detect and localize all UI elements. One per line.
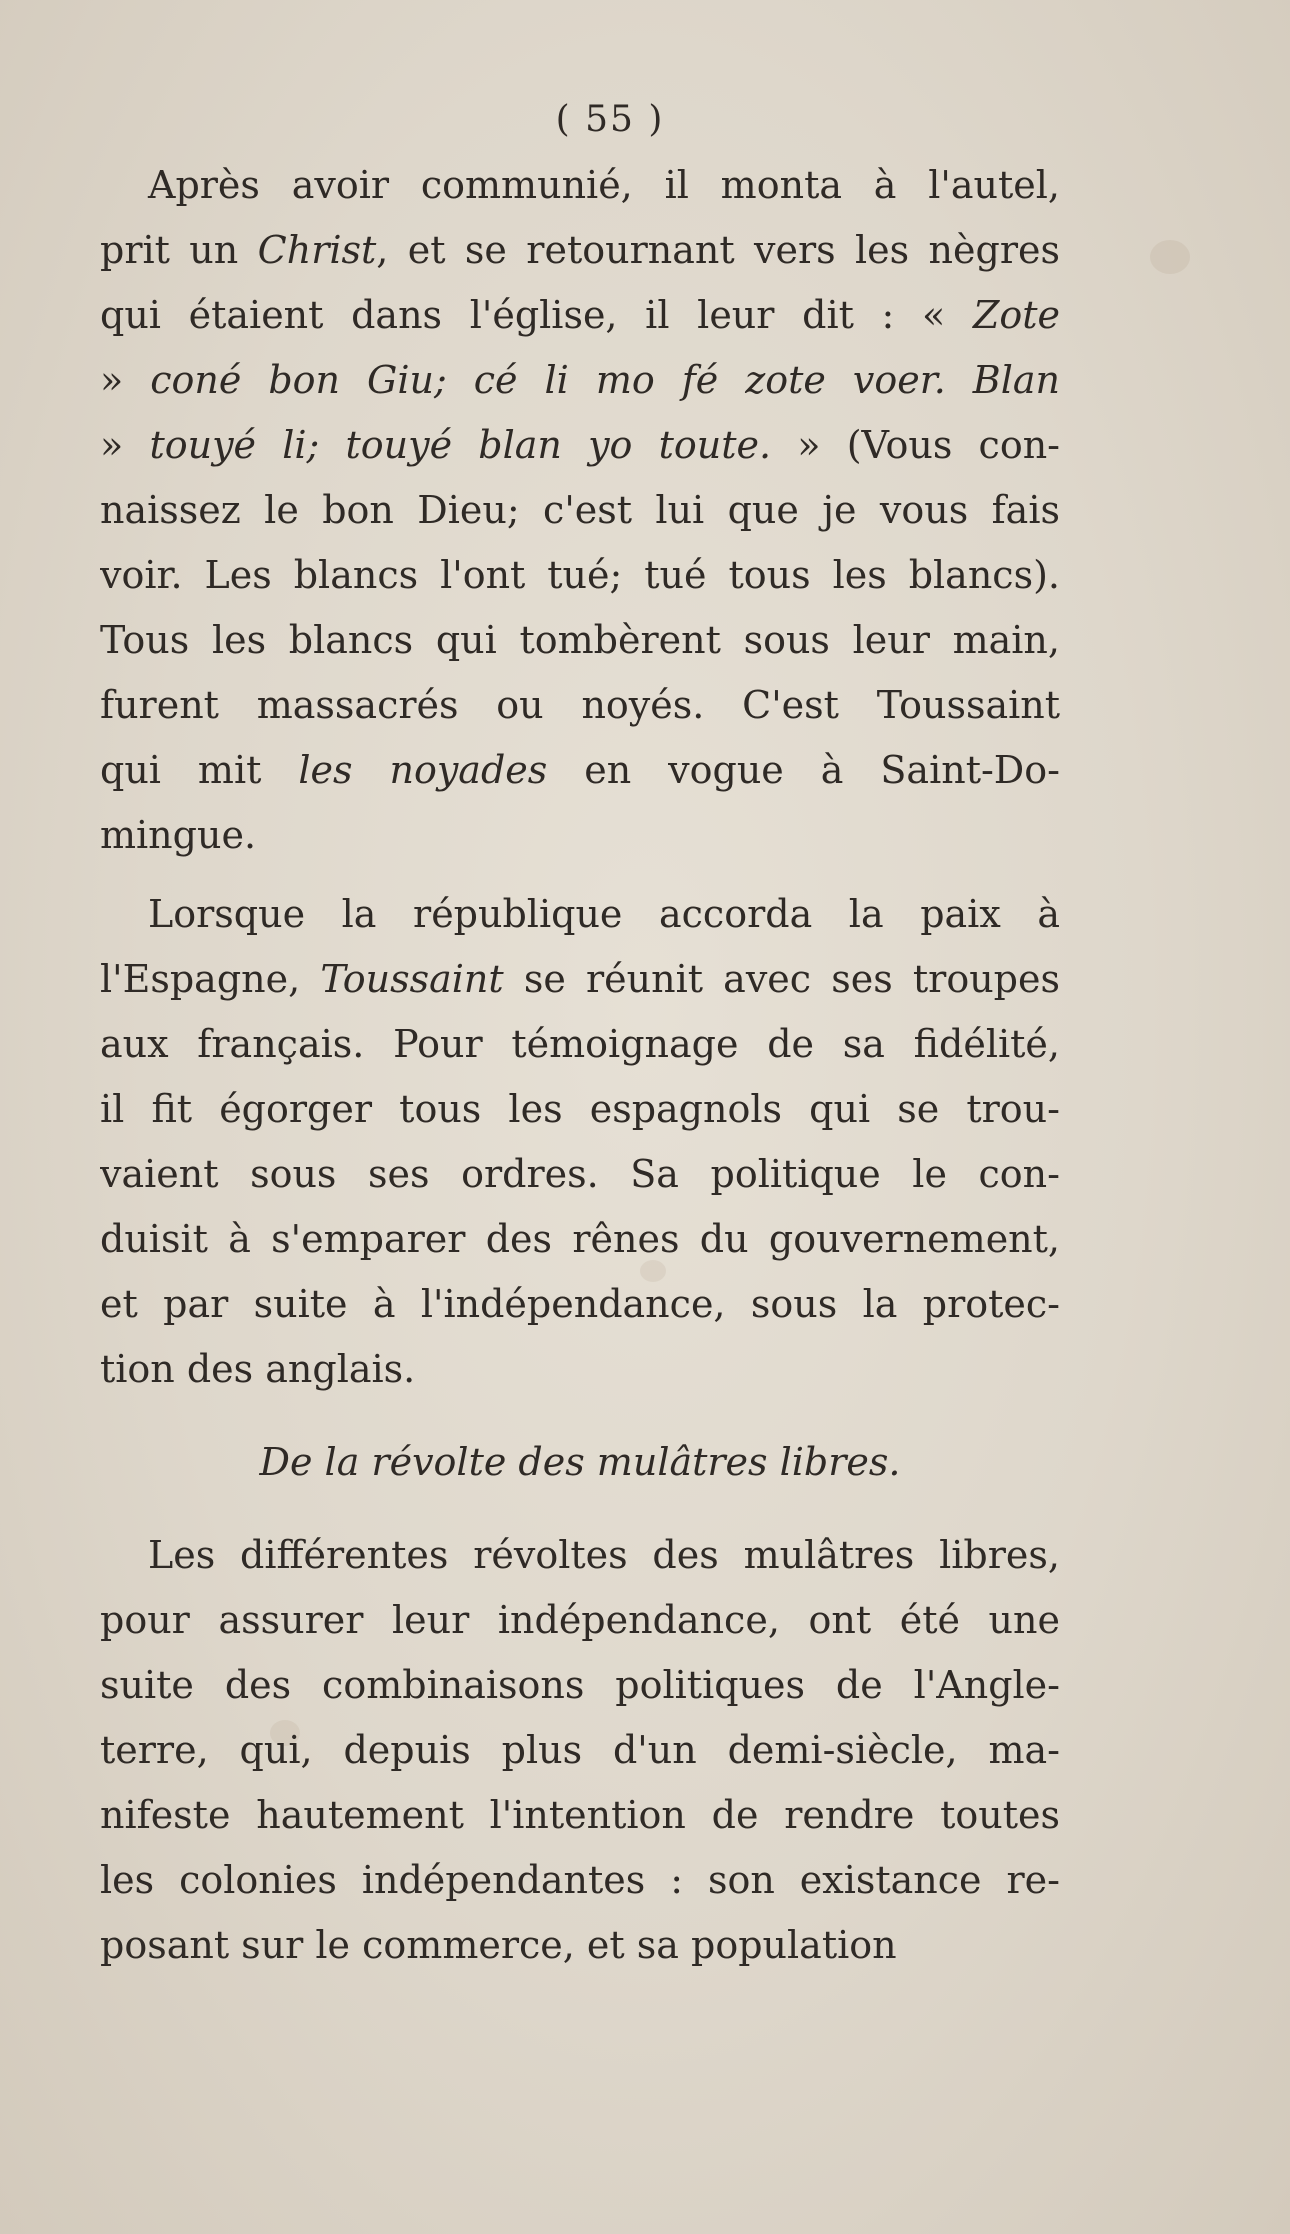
text-line — [100, 478, 1060, 543]
paragraph — [100, 1523, 1060, 1978]
paragraph — [100, 153, 1060, 868]
text-line — [100, 1653, 1060, 1718]
text-run: tion des anglais. — [100, 1347, 416, 1391]
paragraph — [100, 882, 1060, 1402]
text-run: » — [100, 358, 151, 402]
text-run: duisit à s'emparer des rênes du gouvernement, — [100, 1217, 1060, 1261]
text-run: et par suite à l'indépendance, sous la protec- — [100, 1282, 1060, 1326]
text-line — [100, 1913, 1060, 1978]
italic-run: les noyades — [298, 748, 548, 792]
text-line — [100, 153, 1060, 218]
section-heading: De la révolte des mulâtres libres. — [259, 1440, 901, 1484]
text-line — [100, 348, 1060, 413]
text-run: vaient sous ses ordres. Sa politique le con- — [100, 1152, 1060, 1196]
final-paragraph — [100, 1523, 1060, 1978]
text-run: qui mit — [100, 748, 299, 792]
text-line — [100, 1207, 1060, 1272]
text-run: se réunit avec ses troupes — [503, 957, 1060, 1001]
text-line — [100, 543, 1060, 608]
text-line — [100, 1783, 1060, 1848]
paragraph-gap — [100, 868, 1060, 882]
text-run: Les différentes révoltes des mulâtres libres, — [148, 1533, 1060, 1577]
text-line — [100, 1848, 1060, 1913]
text-run: aux français. Pour témoignage de sa fidélité, — [100, 1022, 1060, 1066]
text-line — [100, 1523, 1060, 1588]
text-run: Lorsque la république accorda la paix à — [148, 892, 1060, 936]
text-run: qui étaient dans l'église, il leur dit : « — [100, 293, 973, 337]
text-line — [100, 1588, 1060, 1653]
text-run: voir. Les blancs l'ont tué; tué tous les blancs). — [100, 553, 1060, 597]
text-line — [100, 1142, 1060, 1207]
text-run: naissez le bon Dieu; c'est lui que je vous fais — [100, 488, 1060, 532]
text-run: mingue. — [100, 813, 257, 857]
italic-run: Toussaint — [320, 957, 504, 1001]
text-line — [100, 608, 1060, 673]
italic-run: Zote — [972, 293, 1060, 337]
text-line — [100, 283, 1060, 348]
text-line — [100, 413, 1060, 478]
text-run: il fit égorger tous les espagnols qui se trou- — [100, 1087, 1060, 1131]
text-run: furent massacrés ou noyés. C'est Toussaint — [100, 683, 1060, 727]
page-text — [100, 95, 1060, 1978]
text-run: , et se retournant vers les nègres — [376, 228, 1060, 272]
text-line — [100, 218, 1060, 283]
page-number: ( 55 ) — [555, 99, 665, 140]
body-text — [100, 153, 1060, 1402]
text-line — [100, 1077, 1060, 1142]
text-line — [100, 1012, 1060, 1077]
foxing-spot — [1150, 240, 1190, 274]
italic-run: touyé li; touyé blan yo toute. — [149, 423, 772, 467]
text-line — [100, 803, 1060, 868]
text-run: » (Vous con- — [771, 423, 1060, 467]
text-run: posant sur le commerce, et sa population — [100, 1923, 897, 1967]
text-run: Tous les blancs qui tombèrent sous leur main, — [100, 618, 1060, 662]
text-line — [100, 1337, 1060, 1402]
text-run: terre, qui, depuis plus d'un demi-siècle, ma- — [100, 1728, 1060, 1772]
text-line — [100, 673, 1060, 738]
text-run: Après avoir communié, il monta à l'autel, — [148, 163, 1060, 207]
text-run: les colonies indépendantes : son existance re- — [100, 1858, 1060, 1902]
text-line — [100, 882, 1060, 947]
italic-run: coné bon Giu; cé li mo fé zote voer. Blan — [150, 358, 1060, 402]
text-line — [100, 738, 1060, 803]
text-line — [100, 1718, 1060, 1783]
text-run: prit un — [100, 228, 258, 272]
text-run: pour assurer leur indépendance, ont été une — [100, 1598, 1060, 1642]
text-line — [100, 947, 1060, 1012]
italic-run: Christ — [257, 228, 377, 272]
text-run: nifeste hautement l'intention de rendre toutes — [100, 1793, 1060, 1837]
text-run: l'Espagne, — [100, 957, 321, 1001]
text-line — [100, 1272, 1060, 1337]
text-run: suite des combinaisons politiques de l'Angle- — [100, 1663, 1060, 1707]
text-run: » — [100, 423, 150, 467]
text-run: en vogue à Saint-Do- — [547, 748, 1060, 792]
